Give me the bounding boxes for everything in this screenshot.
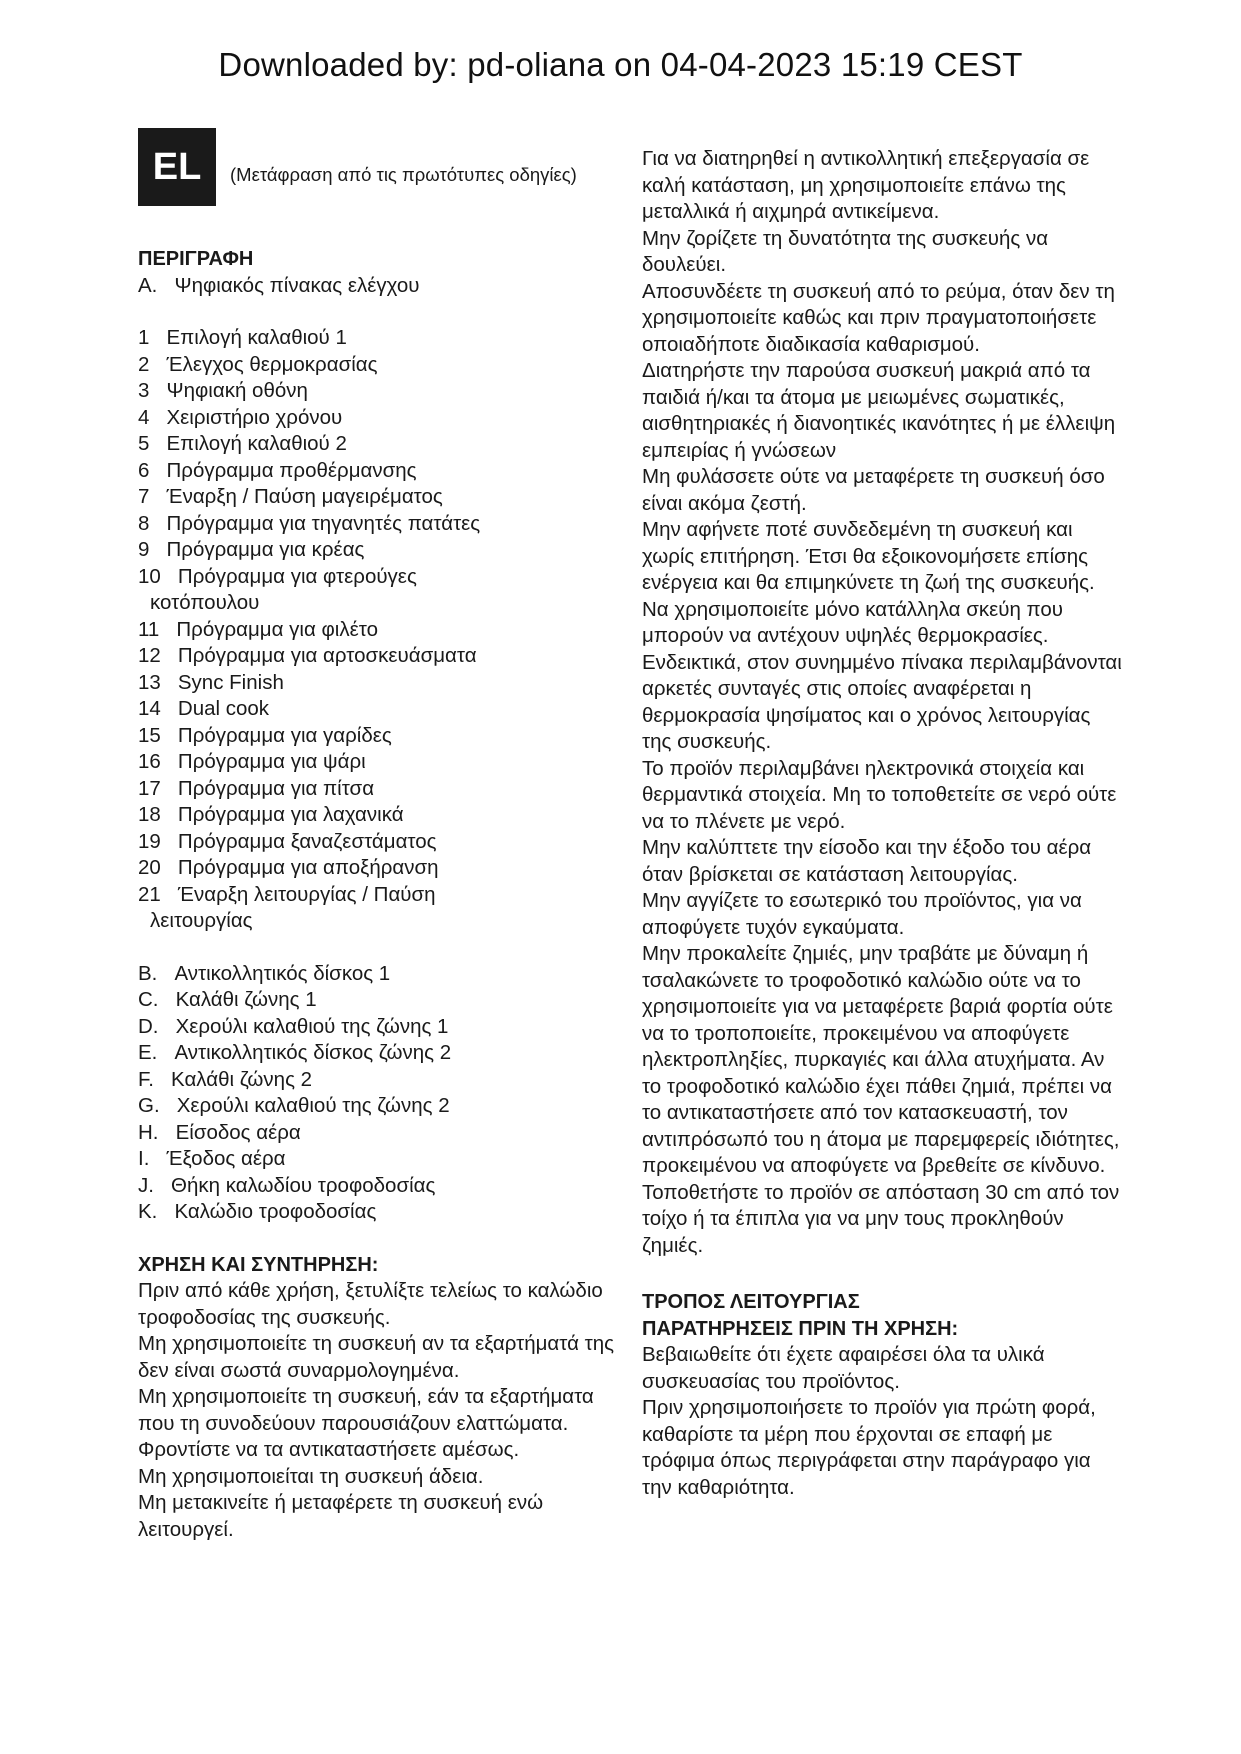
control-item: 12 Πρόγραμμα για αρτοσκευάσματα — [138, 644, 477, 667]
pre-use-notes-title: ΠΑΡΑΤΗΡΗΣΕΙΣ ΠΡΙΝ ΤΗ ΧΡΗΣΗ: — [642, 1317, 959, 1340]
usage-paragraph: Μη χρησιμοποιείτε τη συσκευή, εάν τα εξαρτήματα που τη συνοδεύουν παρουσιάζουν ελαττώματα. Φροντίστε να τα αντικαταστήσετε αμέσως. — [138, 1385, 594, 1461]
usage-paragraph: Πριν από κάθε χρήση, ξετυλίξτε τελείως το καλώδιο τροφοδοσίας της συσκευής. — [138, 1279, 603, 1329]
usage-paragraph: Αποσυνδέετε τη συσκευή από το ρεύμα, όταν δεν τη χρησιμοποιείτε καθώς και πριν πραγματοποιήσετε οποιαδήποτε διαδικασία καθαρισμού. — [642, 279, 1115, 356]
control-item: 20 Πρόγραμμα για αποξήρανση — [138, 856, 439, 879]
control-item: 5 Επιλογή καλαθιού 2 — [138, 432, 347, 455]
usage-paragraph: Τοποθετήστε το προϊόν σε απόσταση 30 cm από τον τοίχο ή τα έπιπλα για να μην τους προκληθούν ζημιές. — [642, 1180, 1120, 1257]
usage-paragraph: Μην αφήνετε ποτέ συνδεδεμένη τη συσκευή και χωρίς επιτήρηση. Έτσι θα εξοικονομήσετε επίσης ενέργεια και θα επιμηκύνετε τη ζωή της συσκευής. — [642, 518, 1095, 594]
control-item: 14 Dual cook — [138, 697, 270, 720]
usage-paragraph: Μην ζορίζετε τη δυνατότητα της συσκευής να δουλεύει. — [642, 226, 1049, 276]
right-column — [642, 146, 1122, 1501]
usage-paragraph: Να χρησιμοποιείτε μόνο κατάλληλα σκεύη που μπορούν να αντέχουν υψηλές θερμοκρασίες. — [642, 597, 1064, 647]
usage-paragraph: Μη χρησιμοποιείτε τη συσκευή αν τα εξαρτήματά της δεν είναι σωστά συναρμολογημένα. — [138, 1332, 615, 1382]
part-item: I. Έξοδος αέρα — [138, 1147, 286, 1170]
translation-note: (Μετάφραση από τις πρωτότυπες οδηγίες) — [230, 164, 577, 185]
control-item-continued: λειτουργίας — [150, 909, 253, 932]
part-item: J. Θήκη καλωδίου τροφοδοσίας — [138, 1173, 436, 1197]
control-item: 7 Έναρξη / Παύση μαγειρέματος — [138, 485, 443, 508]
control-item: 11 Πρόγραμμα για φιλέτο — [138, 617, 378, 641]
part-item: H. Είσοδος αέρα — [138, 1120, 301, 1144]
part-item: C. Καλάθι ζώνης 1 — [138, 988, 317, 1011]
panel-label: A. Ψηφιακός πίνακας ελέγχου — [138, 273, 420, 297]
control-item-continued: κοτόπουλου — [150, 591, 260, 614]
language-header — [138, 128, 618, 206]
operation-paragraph: Πριν χρησιμοποιήσετε το προϊόν για πρώτη φορά, καθαρίστε τα μέρη που έρχονται σε επαφή με τρόφιμα όπως περιγράφεται στην παράγραφο για την καθαριότητα. — [642, 1396, 1096, 1499]
usage-paragraph: Μην προκαλείτε ζημιές, μην τραβάτε με δύναμη ή τσαλακώνετε το τροφοδοτικό καλώδιο ούτε να το χρησιμοποιείτε για να μεταφέρετε βαριά φορτία ούτε να το τροποποιείτε, προκειμένου να αποφύγετε ηλεκτροπληξίες, πυρκαγιές και άλλα ατυχήματα. Αν το τροφοδοτικό καλώδιο έχει πάθει ζημιά, πρέπει να το αντικαταστήσετε από τον κατασκευαστή, τον αντιπρόσωπό του η άτομα με παρεμφερείς ιδιότητες, προκειμένου να αποφύγετε να βρεθείτε σε κίνδυνο. — [642, 942, 1120, 1177]
control-item: 9 Πρόγραμμα για κρέας — [138, 538, 365, 561]
control-item: 8 Πρόγραμμα για τηγανητές πατάτες — [138, 511, 481, 535]
usage-title: ΧΡΗΣΗ ΚΑΙ ΣΥΝΤΗΡΗΣΗ: — [138, 1253, 379, 1276]
control-item: 1 Επιλογή καλαθιού 1 — [138, 326, 347, 349]
control-item: 13 Sync Finish — [138, 670, 284, 694]
control-item: 16 Πρόγραμμα για ψάρι — [138, 750, 366, 773]
usage-paragraph: Μην καλύπτετε την είσοδο και την έξοδο του αέρα όταν βρίσκεται σε κατάσταση λειτουργίας. — [642, 836, 1092, 886]
operation-paragraph: Βεβαιωθείτε ότι έχετε αφαιρέσει όλα τα υλικά συσκευασίας του προϊόντος. — [642, 1343, 1045, 1393]
usage-paragraph: Μη μετακινείτε ή μεταφέρετε τη συσκευή ενώ λειτουργεί. — [138, 1491, 544, 1541]
part-item: F. Καλάθι ζώνης 2 — [138, 1067, 313, 1091]
control-item: 3 Ψηφιακή οθόνη — [138, 379, 308, 402]
controls-list — [138, 325, 618, 935]
usage-paragraph: Το προϊόν περιλαμβάνει ηλεκτρονικά στοιχεία και θερμαντικά στοιχεία. Μη το τοποθετείτε σε νερό ούτε να το πλένετε με νερό. — [642, 756, 1117, 833]
usage-paragraph: Μη χρησιμοποιείται τη συσκευή άδεια. — [138, 1464, 484, 1488]
language-badge: EL — [138, 128, 216, 206]
usage-paragraph: Ενδεικτικά, στον συνημμένο πίνακα περιλαμβάνονται αρκετές συνταγές στις οποίες αναφέρεται η θερμοκρασία ψησίματος και ο χρόνος λειτουργίας της συσκευής. — [642, 650, 1122, 753]
download-watermark: Downloaded by: pd-oliana on 04-04-2023 15:19 CEST — [218, 46, 1023, 83]
part-item: E. Αντικολλητικός δίσκος ζώνης 2 — [138, 1041, 452, 1064]
control-item: 2 Έλεγχος θερμοκρασίας — [138, 352, 378, 376]
part-item: D. Χερούλι καλαθιού της ζώνης 1 — [138, 1014, 449, 1038]
part-item: B. Αντικολλητικός δίσκος 1 — [138, 961, 391, 985]
control-item: 10 Πρόγραμμα για φτερούγες — [138, 564, 417, 588]
control-item: 21 Έναρξη λειτουργίας / Παύση — [138, 882, 436, 906]
parts-list — [138, 961, 618, 1226]
usage-paragraph: Μη φυλάσσετε ούτε να μεταφέρετε τη συσκευή όσο είναι ακόμα ζεστή. — [642, 465, 1105, 515]
control-item: 19 Πρόγραμμα ξαναζεστάματος — [138, 829, 437, 853]
part-item: G. Χερούλι καλαθιού της ζώνης 2 — [138, 1094, 450, 1117]
usage-paragraph: Μην αγγίζετε το εσωτερικό του προϊόντος, για να αποφύγετε τυχόν εγκαύματα. — [642, 889, 1082, 939]
usage-paragraph: Για να διατηρηθεί η αντικολλητική επεξεργασία σε καλή κατάσταση, μη χρησιμοποιείτε επάνω της μεταλλικά ή αιχμηρά αντικείμενα. — [642, 147, 1090, 223]
description-title: ΠΕΡΙΓΡΑΦΗ — [138, 248, 254, 270]
operation-title: ΤΡΟΠΟΣ ΛΕΙΤΟΥΡΓΙΑΣ — [642, 1291, 860, 1313]
usage-paragraph: Διατηρήστε την παρούσα συσκευή μακριά από τα παιδιά ή/και τα άτομα με μειωμένες σωματικές, αισθητηριακές ή διανοητικές ικανότητες ή με έλλειψη εμπειρίας ή γνώσεων — [642, 359, 1116, 462]
control-item: 17 Πρόγραμμα για πίτσα — [138, 776, 375, 800]
control-item: 18 Πρόγραμμα για λαχανικά — [138, 803, 404, 826]
part-item: K. Καλώδιο τροφοδοσίας — [138, 1200, 377, 1223]
control-item: 4 Χειριστήριο χρόνου — [138, 405, 343, 429]
left-column — [138, 128, 618, 1543]
control-item: 15 Πρόγραμμα για γαρίδες — [138, 723, 392, 747]
control-item: 6 Πρόγραμμα προθέρμανσης — [138, 458, 417, 482]
